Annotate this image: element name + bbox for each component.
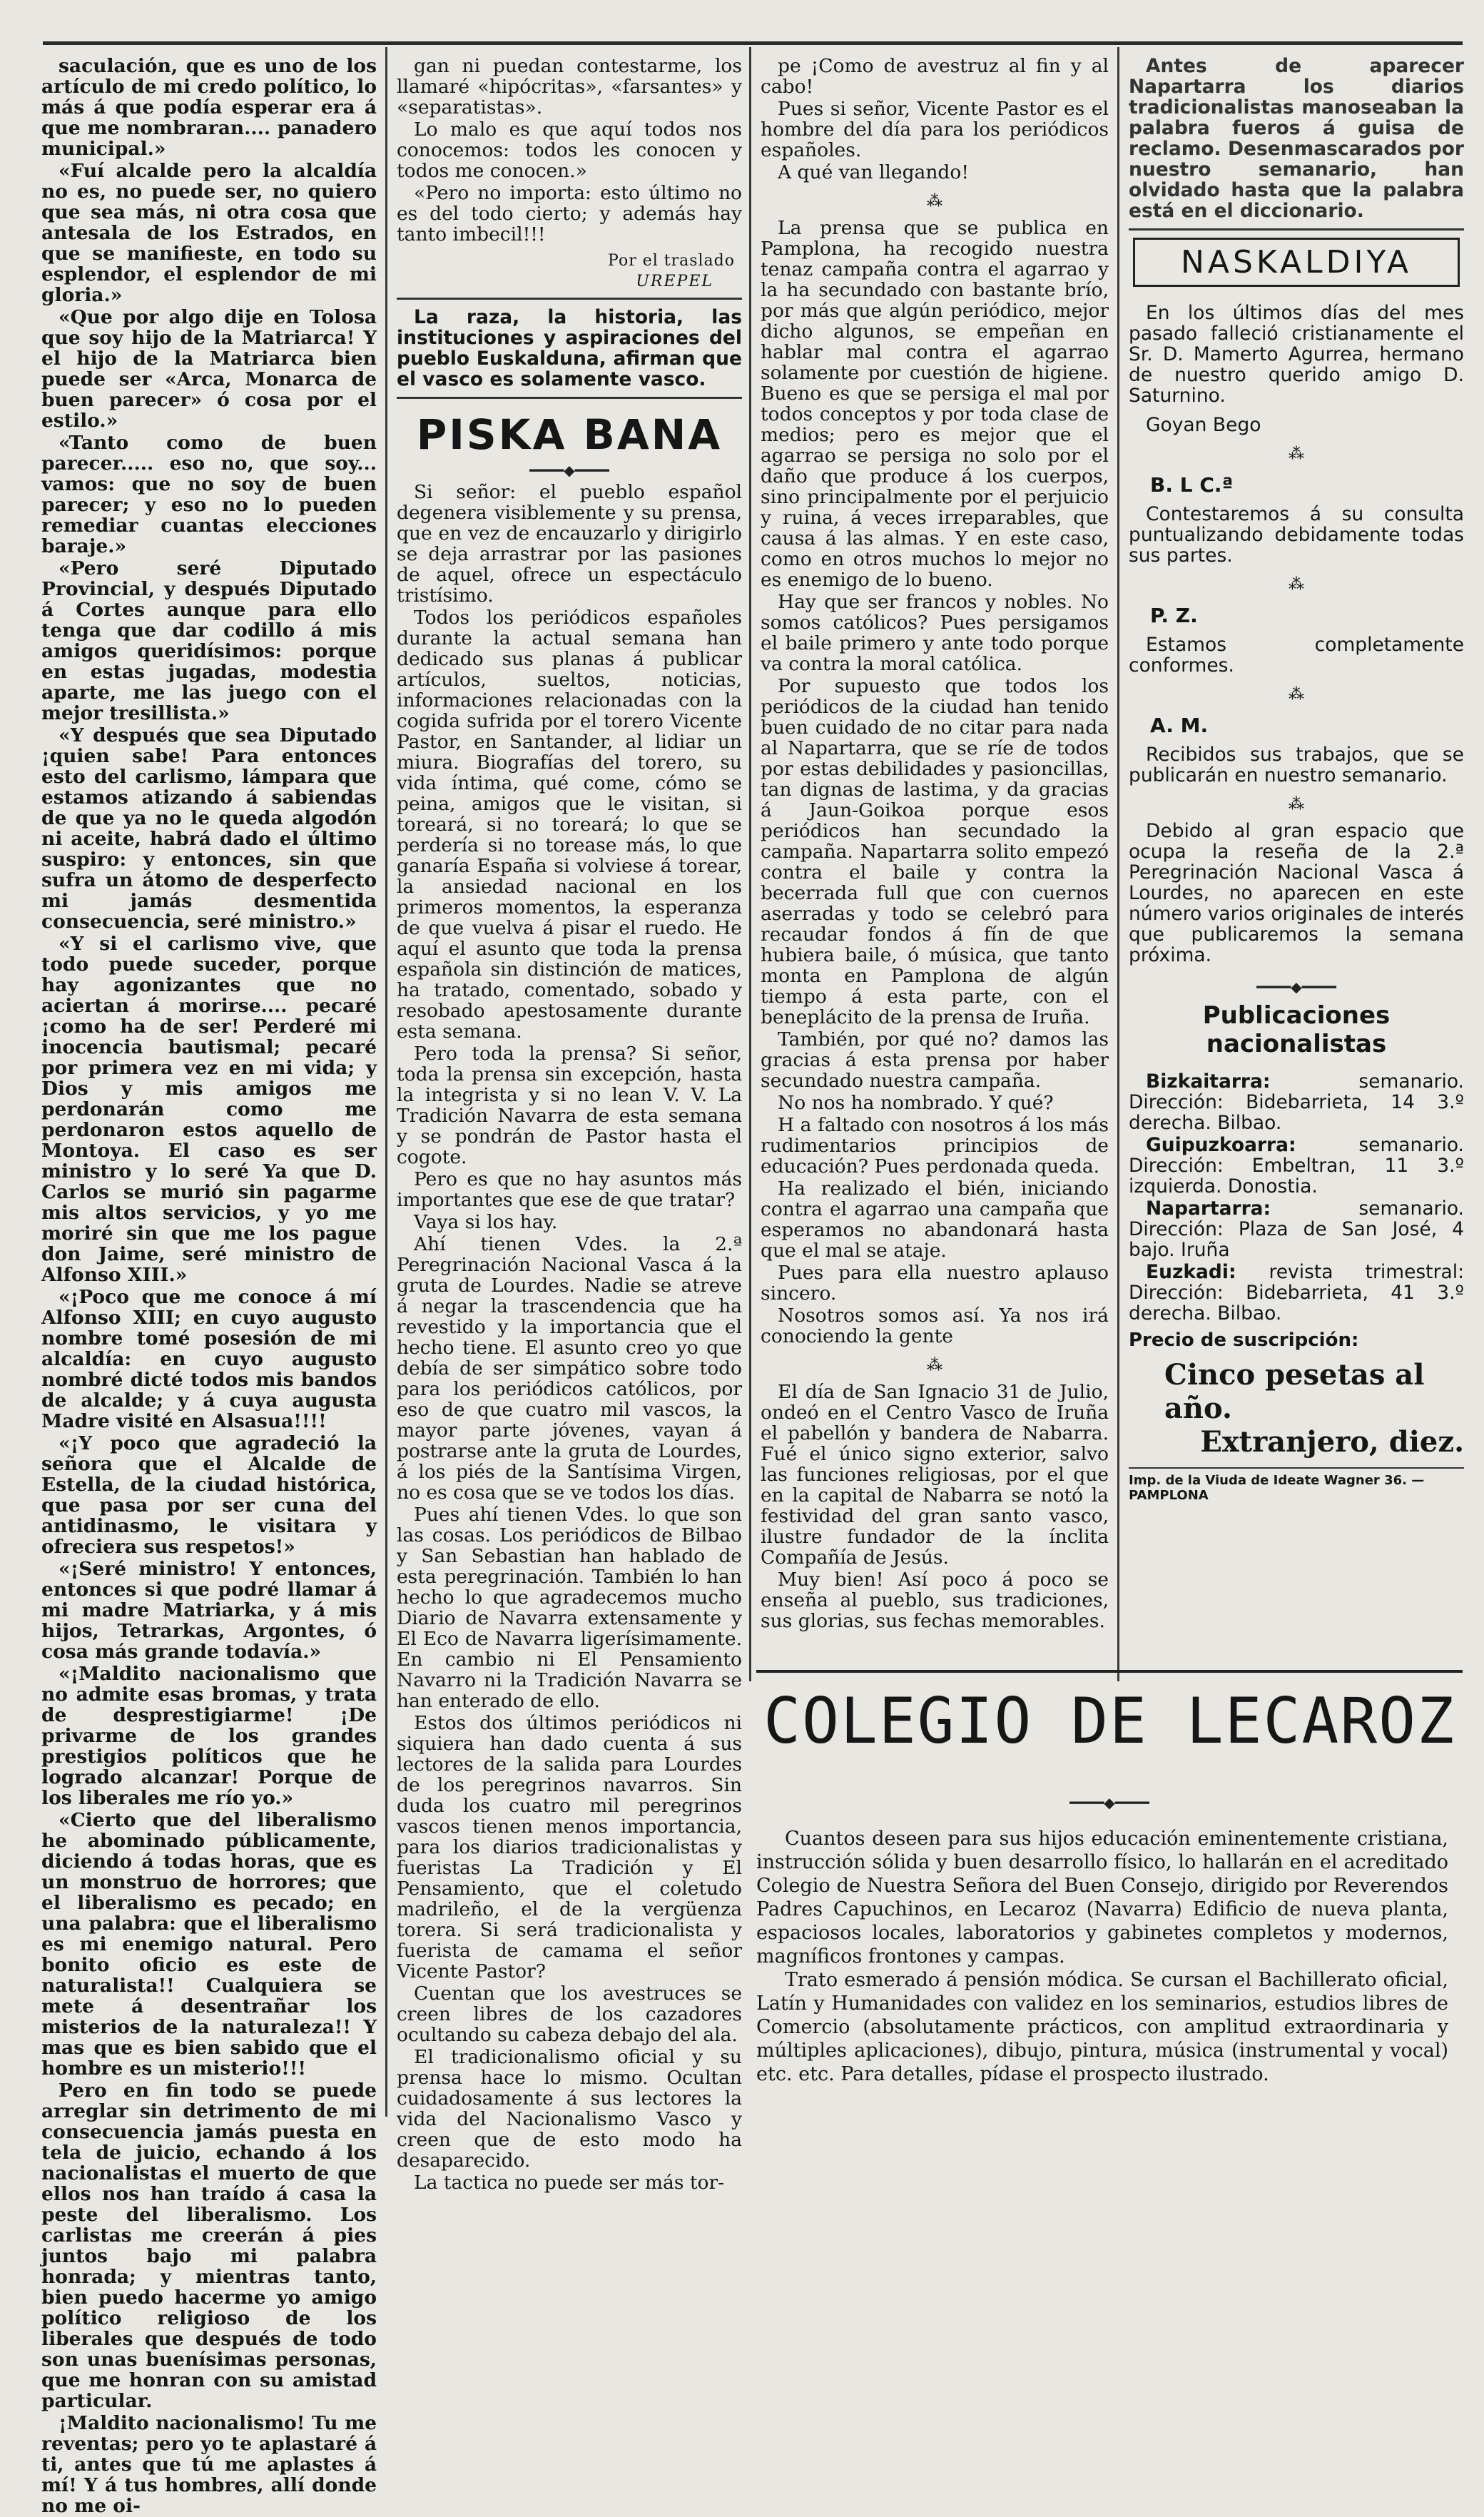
publication-entry <box>1129 1262 1464 1324</box>
paragraph: gan ni puedan contestarme, los llamaré «hipócritas», «farsantes» y «separatistas». <box>397 55 742 118</box>
price-line-1: Cinco pesetas al año. <box>1164 1358 1425 1425</box>
publication-details: semanario. Dirección: Bidebarrieta, 14 3.º derecha. Bilbao. <box>1129 1070 1464 1134</box>
notice-recipient: P. Z. <box>1150 604 1198 627</box>
paragraph: Pues ahí tienen Vdes. lo que son las cosas. Los periódicos de Bilbao y San Sebastian han hablado de esta peregrinación. También lo han hecho lo que agradecemos mucho Diario de Navarra extensamente y El Eco de Navarra ligerísimamente. En cambio ni El Pensamiento Navarro ni la Tradición Navarra se han enterado de ello. <box>397 1504 742 1712</box>
ad-paragraph: Trato esmerado á pensión módica. Se cursan el Bachillerato oficial, Latín y Humanidades con validez en los seminarios, estudios libres de Comercio (absolutamente prácticos, con amplitud extraordinaria y múltiples aplicaciones), dibujo, pintura, música (instrumental y vocal) etc. etc. Para detalles, pídase el prospecto ilustrado. <box>756 1969 1448 2085</box>
paragraph: «¡Seré ministro! Y entonces, entonces si que podré llamar á mi madre Matriarka, y á mis hijos, Tetrarkas, Argontes, ó cosa más grande todavía.» <box>41 1558 377 1663</box>
paragraph: Ahí tienen Vdes. la 2.ª Peregrinación Nacional Vasca á la gruta de Lourdes. Nadie se atreve á negar la trascendencia que ha revestido y la importancia que el hecho tiene. El asunto creo yo que debía de ser simpático sobre todo para los periódicos católicos, por eso de que cuatro mil vascos, la mayor parte jóvenes, vayan á postrarse ante la gruta de Lourdes, á los piés de la Santísima Virgen, no es cosa que se ve todos los días. <box>397 1233 742 1504</box>
paragraph: «Y si el carlismo vive, que todo puede suceder, porque hay agonizantes que no aciertan á morirse.... pecaré ¡como ha de ser! Perderé mi inocencia bautismal; pecaré por primera vez en mi vida; y Dios y mis amigos me perdonarán como me perdonaron estos aquello de Montoya. El caso es ser ministro y lo seré Ya que D. Carlos se murió sin pagarme mis altos servicios, y yo me moriré sin que me los pague don Jaime, seré ministro de Alfonso XIII.» <box>41 933 377 1286</box>
ornament-divider: ━━━━◆━━━━ <box>529 462 609 479</box>
paragraph: Pero toda la prensa? Si señor, toda la prensa sin excepción, hasta la integrista y si no lean V. V. La Tradición Navarra de esta semana y se pondrán de Pastor hasta el cogote. <box>397 1043 742 1168</box>
column-divider <box>385 47 387 2117</box>
paragraph: Todos los periódicos españoles durante la actual semana han dedicado sus planas á publicar artículos, sueltos, noticias, informaciones relacionadas con la cogida sufrida por el torero Vicente Pastor, en Santander, al lidiar un miura. Biografías del torero, su vida íntima, qué come, cómo se peina, amigos que le visitan, si toreará, si no toreará; lo que se perdería si no torease más, lo que ganaría España si volviese á torear, la ansiedad nacional en los primeros momentos, la esperanza de que vuelva á pisar el ruedo. He aquí el asunto que toda la prensa española sin distinción de matices, ha tratado, comentado, sobado y resobado apestosamente durante esta semana. <box>397 607 742 1043</box>
divider <box>1129 228 1464 231</box>
obituary-sign: Goyan Bego <box>1146 414 1261 436</box>
publication-details: revista trimestral: Dirección: Bidebarrieta, 41 3.º derecha. Bilbao. <box>1129 1261 1464 1325</box>
notices-list <box>1129 445 1464 786</box>
paragraph: «Y después que sea Diputado ¡quien sabe! Para entonces esto del carlismo, lámpara que estamos atizando á sabiendas de que ya no le queda algodón ni aceite, habrá dado el último suspiro: y entonces, sin que sufra un átomo de desperfecto mi jamás desmentida consecuencia, seré ministro.» <box>41 724 377 933</box>
paragraph: También, por qué no? damos las gracias á esta prensa por haber secundado nuestra campaña. <box>761 1028 1109 1092</box>
paragraph: La prensa que se publica en Pamplona, ha recogido nuestra tenaz campaña contra el agarrao y la ha secundado con bastante brío, por más que algún periódico, mejor dicho algunos, se empeñan en hablar mal contra el agarrao solamente por cuestión de higiene. Bueno es que se persiga el mal por todos conceptos y por toda clase de medios; pero es mejor que el agarrao se persiga no solo por el daño que produce á los cuerpos, sino principalmente por el perjuicio y ruina, á veces irreparables, que causa á las almas. Y en este caso, como en otros muchos lo mejor no es enemigo de lo bueno. <box>761 217 1109 591</box>
separator-asterism: ⁂ <box>1289 686 1304 704</box>
publication-name: Euzkadi: <box>1146 1261 1269 1283</box>
paragraph: «¡Y poco que agradeció la señora que el Alcalde de Estella, de la ciudad histórica, que pasa por ser cuna del antidinasmo, le visitara y ofreciera sus respetos!» <box>41 1432 377 1558</box>
notice-text: Estamos completamente conformes. <box>1129 634 1464 677</box>
section-title-piska-bana: PISKA BANA <box>416 410 723 459</box>
ad-ornament: ━━━━◆━━━━ <box>1069 1794 1149 1811</box>
notice-recipient: A. M. <box>1150 714 1209 737</box>
paragraph: «Tanto como de buen parecer..... eso no, que soy... vamos: que no soy de buen parecer; y eso no lo pueden remediar cuantas elecciones baraje.» <box>41 432 377 557</box>
publication-entry <box>1129 1071 1464 1133</box>
paragraph: El día de San Ignacio 31 de Julio, ondeó en el Centro Vasco de Iruña el pabellón y bandera de Nabarra. Fué el único signo exterior, salvo las funciones religiosas, por el que en la capital de Nabarra se notó la festividad del gran santo vasco, ilustre fundador de la ínclita Compañía de Jesús. <box>761 1381 1109 1569</box>
ad-title: COLEGIO DE LECAROZ <box>763 1684 1455 1758</box>
paragraph: Pero en fin todo se puede arreglar sin detrimento de mi consecuencia jamás puesta en tela de juicio, echando á los nacionalistas el muerto de que ellos nos han traído á casa la peste del liberalismo. Los carlistas me creerán á pies juntos bajo mi palabra honrada; y mientras tanto, bien puedo hacerme yo amigo político religioso de los liberales que después de todo son unas buenísimas personas, que me honran con su amistad particular. <box>41 2080 377 2412</box>
top-note: Antes de aparecer Napartarra los diarios tradicionalistas manoseaban la palabra fueros á guisa de reclamo. Desenmascarados por nuestro semanario, han olvidado hasta que la palabra está en el diccionario. <box>1129 55 1464 222</box>
paragraph: Ha realizado el bién, iniciando contra el agarrao una campaña que esperamos no abandonará hasta que el mal se ataje. <box>761 1178 1109 1262</box>
article-body <box>397 482 742 2193</box>
publication-name: Bizkaitarra: <box>1146 1070 1359 1093</box>
paragraph: Pues si señor, Vicente Pastor es el hombre del día para los periódicos españoles. <box>761 98 1109 161</box>
paragraph: «Fuí alcalde pero la alcaldía no es, no puede ser, no quiero que sea más, ni otra cosa que antesala de los Estrados, en que se manifieste, en todo su esplendor, el esplendor de mi gloria.» <box>41 160 377 306</box>
column-3-opening <box>761 56 1109 183</box>
imprint: Imp. de la Viuda de Ideate Wagner 36. — PAMPLONA <box>1129 1467 1464 1503</box>
divider <box>397 397 742 399</box>
paragraph: A qué van llegando! <box>778 161 969 183</box>
paragraph: Estos dos últimos periódicos ni siquiera han dado cuenta á sus lectores de la salida para Lourdes de los peregrinos navarros. Sin duda los cuatro mil peregrinos vascos tienen menos importancia, para los diarios tradicionalistas y fueristas La Tradición y El Pensamiento, que el coletudo madrileño, el de la vergüenza torera. Si será tradicionalista y fuerista de camama el señor Vicente Pastor? <box>397 1712 742 1982</box>
publication-name: Guipuzkoarra: <box>1146 1134 1359 1156</box>
paragraph: «Pero seré Diputado Provincial, y después Diputado á Cortes aunque para ello tenga que dar codillo á mis amigos queridísimos: porque en estas jugadas, modestia aparte, me las juego con el mejor tresillista.» <box>41 557 377 724</box>
publication-details: semanario. Dirección: Plaza de San José, 4 bajo. Iruña <box>1129 1197 1464 1261</box>
article-san-ignacio <box>761 1382 1109 1631</box>
publication-name: Napartarra: <box>1146 1197 1359 1220</box>
column-3 <box>761 56 1109 1676</box>
column-2 <box>397 55 742 2194</box>
separator-asterism: ⁂ <box>1289 796 1304 814</box>
paragraph: Cuentan que los avestruces se creen libres de los cazadores ocultando su cabeza debajo del ala. <box>397 1982 742 2046</box>
separator-asterism: ⁂ <box>1289 576 1304 594</box>
obituary-text: En los últimos días del mes pasado falleció cristianamente el Sr. D. Mamerto Agurrea, hermano de nuestro querido amigo D. Saturnino. <box>1129 302 1464 407</box>
article-agarrao <box>761 218 1109 1347</box>
paragraph: ¡Maldito nacionalismo! Tu me reventas; pero yo te aplastaré á ti, antes que tú me aplastes á mí! Y á tus hombres, allí donde no me oi- <box>41 2412 377 2517</box>
ornament-divider: ━━━━◆━━━━ <box>1256 978 1336 996</box>
paragraph: Muy bien! Así poco á poco se enseña al pueblo, sus tradiciones, sus glorias, sus fechas memorables. <box>761 1569 1109 1632</box>
publication-entry <box>1129 1135 1464 1197</box>
top-rule <box>43 41 1463 45</box>
paragraph: «¡Poco que me conoce á mí Alfonso XIII; en cuyo augusto nombre tomé posesión de mi alcaldía: en cuyo augusto nombré dicté todos mis bandos de alcalde; y á cuya augusta Madre visité en Alsasua!!!! <box>41 1286 377 1432</box>
paragraph: No nos ha nombrado. Y qué? <box>778 1092 1054 1114</box>
paragraph: Si señor: el pueblo español degenera visiblemente y su prensa, que en vez de encauzarlo y dirigirlo se deja arrastrar por las pasiones de aquel, ofrece un espectáculo tristísimo. <box>397 481 742 607</box>
notice-text: Contestaremos á su consulta puntualizando debidamente todas sus partes. <box>1129 503 1464 567</box>
section-title-naskaldiya: NASKALDIYA <box>1133 238 1460 287</box>
paragraph: Por supuesto que todos los periódicos de la ciudad han tenido buen cuidado de no citar para nada al Napartarra, que se ríe de todos por estas debilidades y pasioncillas, tan dignas de lastima, y da gracias á Jaun-Goikoa porque esos periódicos han secundado la campaña. Napartarra solito empezó contra el baile y contra la becerrada full que con cuernos aserradas y todo se celebró para recaudar fondos á fín de que hubiera baile, ó música, que tanto monta en Pamplona de algún tiempo á esta parte, con el beneplácito de la prensa de Iruña. <box>761 675 1109 1028</box>
ad-top-rule <box>756 1670 1463 1673</box>
notice-text: Recibidos sus trabajos, que se publicarán en nuestro semanario. <box>1129 744 1464 786</box>
paragraph: Pues para ella nuestro aplauso sincero. <box>761 1262 1109 1305</box>
paragraph: «Cierto que del liberalismo he abominado públicamente, diciendo á todas horas, que es un monstruo de horrores; que el liberalismo es pecado; en una palabra: que el liberalismo es mi enemigo natural. Pero bonito oficio es este de naturalista!! Cualquiera se mete á desentrañar los misterios de la naturaleza!! Y mas que es bien sabido que el hombre es un misterio!!! <box>41 1809 377 2080</box>
separator-asterism: ⁂ <box>927 1357 942 1374</box>
space-note: Debido al gran espacio que ocupa la reseña de la 2.ª Peregrinación Nacional Vasca á Lourdes, no aparecen en este número varios originales de interés que publicaremos la semana próxima. <box>1129 820 1464 966</box>
paragraph: «Que por algo dije en Tolosa que soy hijo de la Matriarca! Y el hijo de la Matriarca bien puede ser «Arca, Monarca de buen parecer» ó cosa por el estilo.» <box>41 306 377 432</box>
price-line-2: Extranjero, diez. <box>1200 1425 1464 1459</box>
paragraph: «¡Maldito nacionalismo que no admite esas bromas, y trata de desprestigiarme! ¡De privarme de los grandes prestigios políticos que he logrado alcanzar! Porque de los liberales me río yo.» <box>41 1663 377 1809</box>
box-note: La raza, la historia, las instituciones y aspiraciones del pueblo Euskalduna, afirman que el vasco es solamente vasco. <box>397 306 742 390</box>
ad-paragraph: Cuantos deseen para sus hijos educación eminentemente cristiana, instrucción sólida y buen desarrollo físico, lo hallarán en el acreditado Colegio de Nuestra Señora del Buen Consejo, dirigido por Reverendos Padres Capuchinos, en Lecaroz (Navarra) Edificio de nueva planta, espaciosos locales, laboratorios y gabinetes completos y modernos, magníficos frontones y campas. <box>756 1828 1448 1967</box>
paragraph: El tradicionalismo oficial y su prensa hace lo mismo. Ocultan cuidadosamente á sus lectores la vida del Nacionalismo Vasco y creen que de esto modo ha desaparecido. <box>397 2046 742 2172</box>
signature-name: UREPEL <box>636 273 713 290</box>
column-divider <box>749 47 751 1681</box>
publications-list <box>1129 1071 1464 1324</box>
notice-recipient: B. L C.ª <box>1150 473 1234 497</box>
column-1 <box>41 55 377 2517</box>
column-divider <box>1117 47 1119 1681</box>
publication-entry <box>1129 1198 1464 1260</box>
paragraph: pe ¡Como de avestruz al fin y al cabo! <box>761 55 1109 98</box>
ad-body <box>756 1827 1448 2086</box>
paragraph: Vaya si los hay. <box>414 1211 558 1233</box>
paragraph: La tactica no puede ser más tor- <box>414 2172 725 2194</box>
paragraph: Lo malo es que aquí todos nos conocemos: todos les conocen y todos me conocen.» <box>397 118 742 182</box>
publication-details: semanario. Dirección: Embeltran, 11 3.º izquierda. Donostia. <box>1129 1134 1464 1197</box>
signature-line: Por el traslado <box>608 252 735 270</box>
paragraph: Nosotros somos así. Ya nos irá conociendo la gente <box>761 1305 1109 1347</box>
paragraph: H a faltado con nosotros á los más rudimentarios principios de educación? Pues perdonada queda. <box>761 1114 1109 1178</box>
paragraph: Pero es que no hay asuntos más importantes que ese de que tratar? <box>397 1168 742 1211</box>
paragraph: saculación, que es uno de los artículo de mi credo político, lo más á que podía esperar era á que me nombraran.... panadero municipal.» <box>41 55 377 160</box>
separator-asterism: ⁂ <box>927 193 942 211</box>
divider <box>397 298 742 300</box>
paragraph: Hay que ser francos y nobles. No somos católicos? Pues persigamos el baile primero y ante todo porque va contra la moral católica. <box>761 591 1109 675</box>
price-title: Precio de suscripción: <box>1129 1330 1359 1351</box>
column-2-opening <box>397 56 742 245</box>
publications-title: Publicaciones nacionalistas <box>1202 1001 1391 1058</box>
column-4 <box>1129 56 1464 1676</box>
separator-asterism: ⁂ <box>1289 445 1304 463</box>
paragraph: «Pero no importa: esto último no es del todo cierto; y además hay tanto imbecil!!! <box>397 182 742 245</box>
